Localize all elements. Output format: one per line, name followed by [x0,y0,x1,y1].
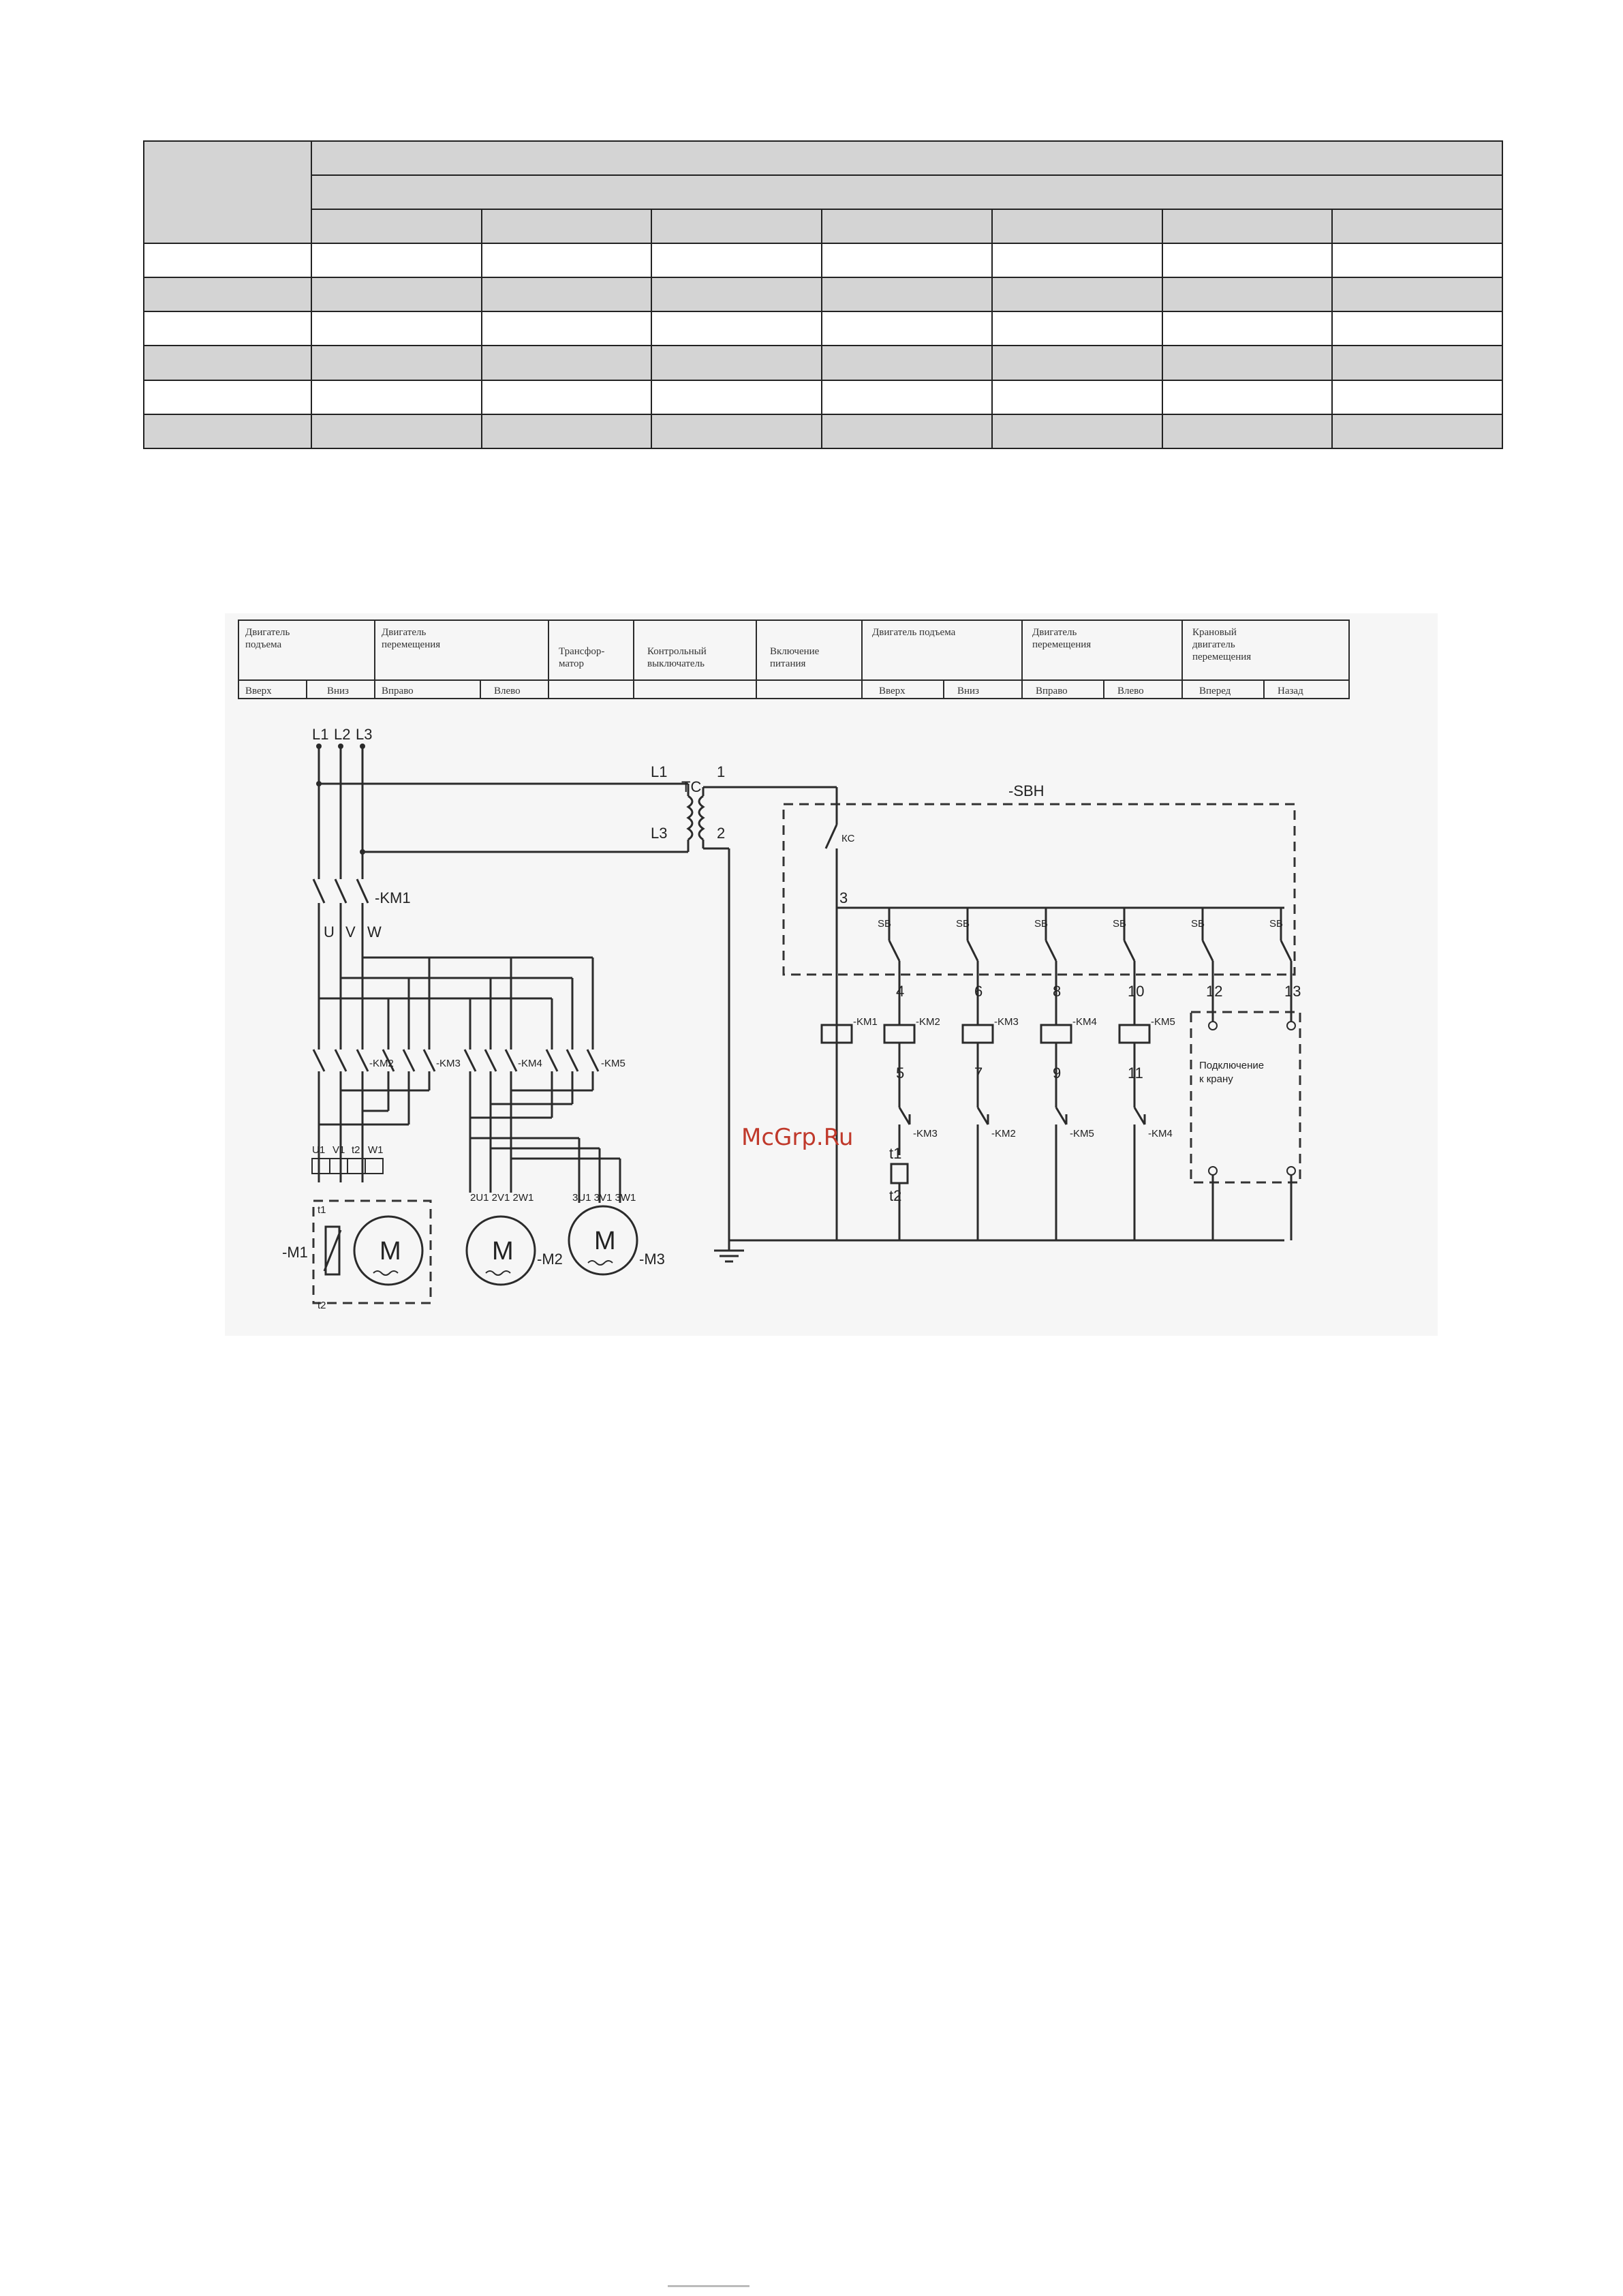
m1-t1-label: t1 [318,1204,326,1216]
hdr-sub: Вверх [879,686,906,697]
table-row [144,346,1502,380]
hdr-col8-line2: двигатель [1192,639,1235,650]
node-label: 11 [1128,1065,1143,1082]
node-label: 6 [974,983,983,1000]
phase-label: L1 [312,726,329,743]
coil-label: -KM4 [1072,1016,1097,1028]
sb-label: SB [1269,918,1284,930]
contactor-label: -KM1 [375,889,411,906]
hdr-col2-line2: перемещения [382,639,441,650]
coil-label: -KM5 [1151,1016,1175,1028]
coil-km3 [963,1025,993,1043]
crane-label: к крану [1199,1073,1233,1085]
hdr-col7-line2: перемещения [1032,639,1092,650]
phase-label: L3 [356,726,373,743]
push-button-sb5 [1191,908,1213,995]
uvw-label: V [345,923,356,940]
hdr-col3-line1: Трансфор- [559,646,605,657]
push-button-sb3 [1034,908,1056,995]
motor-terms: 3U1 3V1 3W1 [572,1192,636,1204]
thermal-relay [891,1164,908,1183]
motor-m1 [282,1216,422,1285]
uvw-label: W [367,923,382,940]
node-label: 12 [1206,983,1223,1000]
tr-name: TC [681,778,702,795]
hdr-col4-line1: Контрольный [647,646,707,657]
transformer-primary [688,796,692,840]
push-button-sb2 [956,908,978,995]
tr-l1-label: L1 [651,763,668,780]
node-label: 13 [1284,983,1301,1000]
interlock-label: -KM3 [913,1128,938,1139]
t1-label: t1 [889,1145,902,1162]
node-label: 5 [896,1065,905,1082]
hdr-col5-line1: Включение [770,646,820,657]
hdr-col1-line2: подъема [245,639,282,650]
sbh-label: -SBH [1008,782,1045,799]
kc-label: КС [841,833,855,844]
motor-letter: M [380,1237,401,1266]
circuit-diagram [225,613,1438,1336]
interlock-label: -KM2 [991,1128,1016,1139]
sb-label: SB [878,918,892,930]
hdr-col2-line1: Двигатель [382,627,427,638]
term-label: U1 [312,1144,326,1156]
sb-label: SB [1191,918,1205,930]
watermark: McGrp.Ru [741,1124,854,1151]
hdr-col8-line3: перемещения [1192,652,1252,662]
node-label: 9 [1053,1065,1062,1082]
coil-km2 [884,1025,914,1043]
table-row [144,414,1502,448]
table-row [144,380,1502,414]
t2-label: t2 [889,1187,902,1204]
phase-label: L2 [334,726,351,743]
push-button-sb4 [1113,908,1134,995]
coil-km4 [1041,1025,1071,1043]
hdr-col7-line1: Двигатель [1032,627,1077,638]
motor-label: -M1 [282,1244,308,1261]
hdr-sub: Вверх [245,686,272,697]
transformer-secondary [699,796,703,840]
uvw-label: U [324,923,335,940]
motor-label: -M2 [537,1251,563,1268]
hdr-sub: Вправо [1036,686,1068,697]
sb-label: SB [956,918,970,930]
motor-m3 [569,1192,665,1274]
motor-m2 [467,1192,563,1285]
tr-2-label: 2 [717,825,726,842]
contactor-km1 [313,879,411,906]
table-row [144,311,1502,346]
terminal-block [312,1144,384,1174]
interlock-label: -KM5 [1070,1128,1094,1139]
table-corner-cell [144,141,311,243]
contactor-label: -KM5 [601,1058,625,1069]
table-header-band [311,141,1502,175]
hdr-col1-line1: Двигатель [245,627,290,638]
crane-label: Подключение [1199,1060,1265,1071]
contactor-label: -KM3 [436,1058,461,1069]
crane-connection-box [1191,1012,1300,1182]
coil-km5 [1119,1025,1149,1043]
node-3-label: 3 [839,889,848,906]
node-label: 7 [974,1065,983,1082]
node-label: 8 [1053,983,1062,1000]
hdr-sub: Вперед [1199,686,1231,697]
table-row [144,243,1502,277]
m1-t2-label: t2 [318,1300,326,1311]
interlock-label: -KM4 [1148,1128,1173,1139]
hdr-col4-line2: выключатель [647,658,705,669]
hdr-sub: Назад [1278,686,1303,697]
hdr-col3-line2: матор [559,658,585,669]
sb-label: SB [1113,918,1127,930]
footer-mark [668,2285,749,2287]
push-button-sb6 [1269,908,1291,995]
sb-label: SB [1034,918,1049,930]
contactor-label: -KM4 [518,1058,542,1069]
contactor-label: -KM2 [369,1058,394,1069]
table-row [144,277,1502,311]
empty-table [143,140,1503,449]
term-label: V1 [333,1144,345,1156]
hdr-sub: Вниз [957,686,979,697]
hdr-sub: Вправо [382,686,414,697]
motor-terms: 2U1 2V1 2W1 [470,1192,534,1204]
coil-label: -KM2 [916,1016,940,1028]
motor-letter: M [492,1237,514,1266]
hdr-sub: Вниз [327,686,349,697]
sbh-enclosure [784,804,1295,975]
tr-l3-label: L3 [651,825,668,842]
hdr-sub: Влево [494,686,521,697]
term-label: t2 [352,1144,360,1156]
term-label: W1 [368,1144,384,1156]
hdr-col6-line1: Двигатель подъема [872,627,956,638]
push-button-sb1 [878,908,899,995]
hdr-col5-line2: питания [770,658,806,669]
node-label: 4 [896,983,905,1000]
node-label: 10 [1128,983,1145,1000]
motor-letter: M [594,1227,616,1255]
hdr-sub: Влево [1117,686,1144,697]
coil-label: -KM3 [994,1016,1019,1028]
circuit-diagram-figure [225,613,1438,1336]
tr-1-label: 1 [717,763,726,780]
contactors-row [313,1050,625,1071]
diagram-header-table [238,620,1349,699]
hdr-col8-line1: Крановый [1192,627,1237,638]
coil-label: -KM1 [853,1016,878,1028]
table-header-band [311,175,1502,209]
motor-label: -M3 [639,1251,665,1268]
